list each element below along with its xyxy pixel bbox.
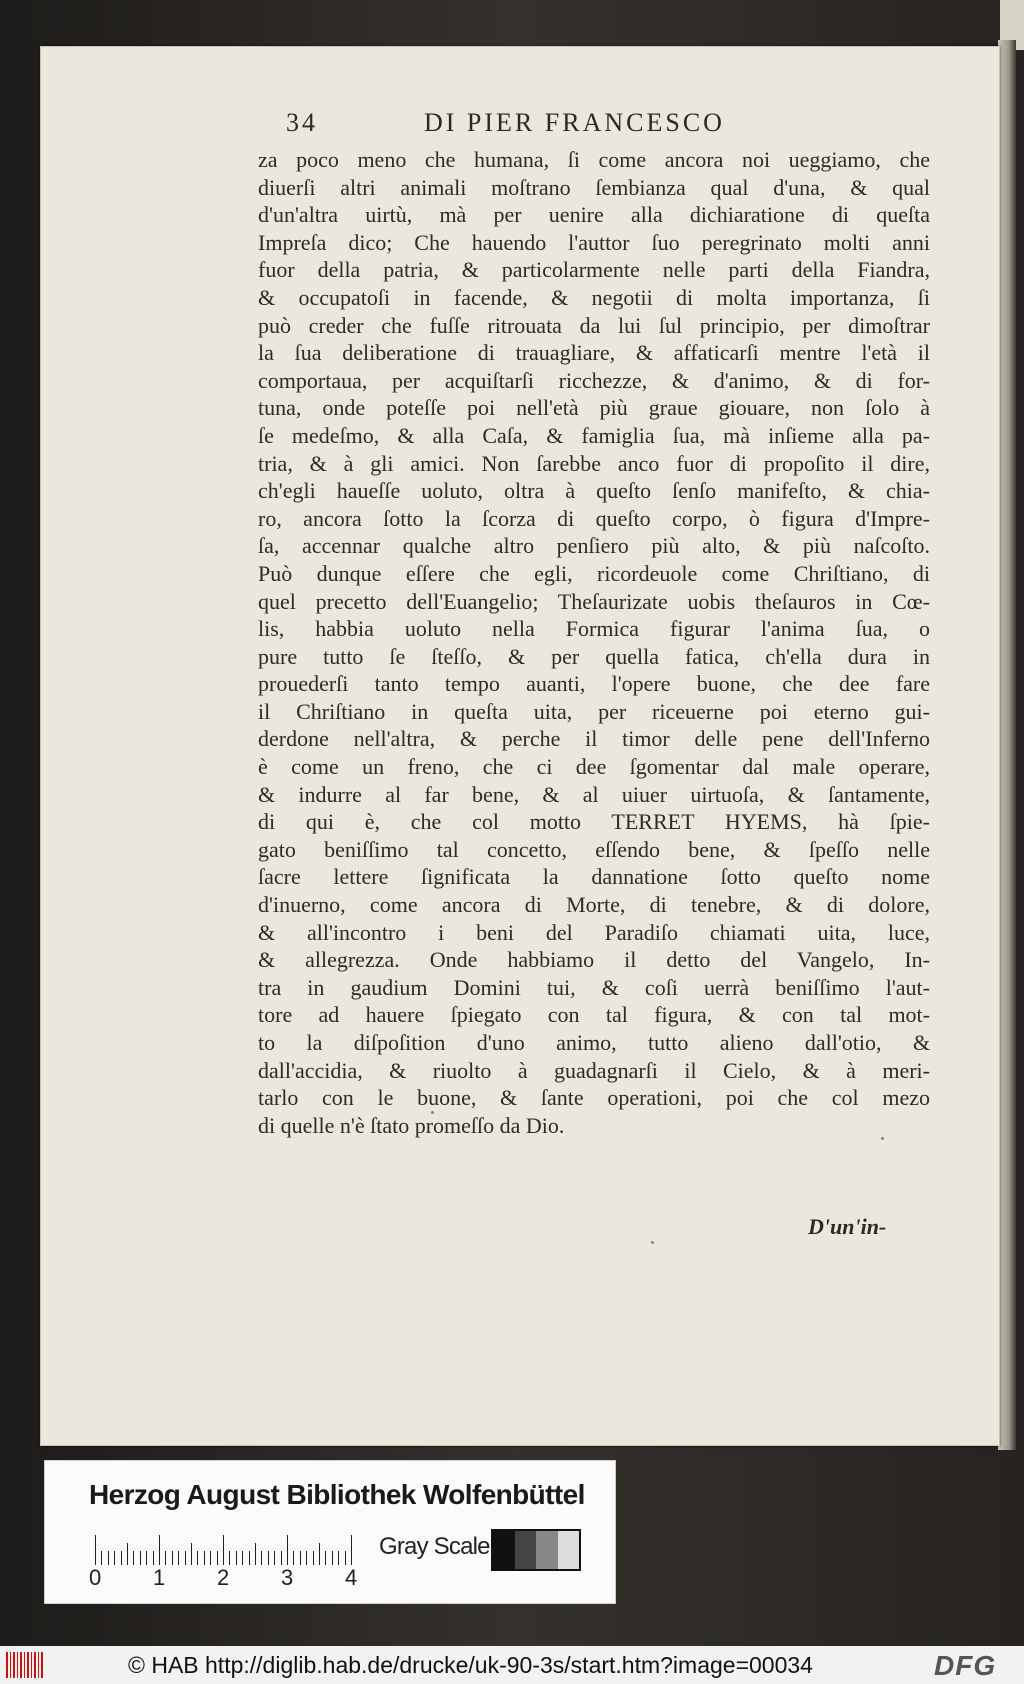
text-line: è come un freno, che ci dee ſgomentar dal male operare,: [258, 754, 930, 780]
text-line: & all'incontro i beni del Paradiſo chiamati uita, luce,: [258, 919, 930, 945]
text-line: può creder che fuſſe ritrouata da lui ſul principio, per dimoſtrar: [258, 312, 930, 338]
text-line: quel precetto dell'Euangelio; Theſaurizate uobis theſauros in Cœ-: [258, 588, 930, 614]
ruler-tick: [172, 1551, 173, 1565]
ruler-tick: [146, 1551, 147, 1565]
text-line: ch'egli haueſſe uoluto, oltra à queſto ſenſo manifeſto, & chia-: [258, 478, 930, 504]
text-line: gato beniſſimo tal concetto, eſſendo bene, & ſpeſſo nelle: [258, 836, 930, 862]
ruler-tick: [121, 1551, 122, 1565]
text-line: la ſua deliberatione di trauagliare, & affaticarſi mentre l'età il: [258, 340, 930, 366]
text-line: comportaua, per acquiſtarſi ricchezze, & d'animo, & di for-: [258, 367, 930, 393]
barcode-icon: [6, 1652, 44, 1678]
catchword: D'un'in-: [808, 1214, 887, 1239]
ruler-tick: [351, 1535, 352, 1565]
ruler-tick: [249, 1551, 250, 1565]
text-line: il Chriſtiano in queſta uita, per riceuerne poi eterno gui-: [258, 698, 930, 724]
ruler-tick: [159, 1535, 160, 1565]
ruler-tick: [319, 1543, 320, 1565]
ruler-tick: [274, 1551, 275, 1565]
ruler-tick: [127, 1543, 128, 1565]
text-line: pure tutto ſe ſteſſo, & per quella fatica, ch'ella dura in: [258, 643, 930, 669]
text-line: dall'accidia, & riuolto à guadagnarſi il Cielo, & à meri-: [258, 1057, 930, 1083]
library-name: Herzog August Bibliothek Wolfenbüttel: [89, 1479, 585, 1510]
ruler-tick: [133, 1551, 134, 1565]
library-color-card: [44, 1460, 616, 1604]
ruler-tick: [325, 1551, 326, 1565]
ruler-tick: [345, 1551, 346, 1565]
ruler-tick: [313, 1551, 314, 1565]
gray-swatch: [493, 1531, 515, 1569]
gray-swatch: [515, 1531, 537, 1569]
ruler-tick: [255, 1543, 256, 1565]
ruler-tick: [293, 1551, 294, 1565]
text-line: tarlo con le buone, & ſante operationi, poi che col mezo: [258, 1085, 930, 1111]
text-line: ro, ancora ſotto la ſcorza di queſto corpo, ò figura d'Impre-: [258, 505, 930, 531]
ruler-tick: [236, 1551, 237, 1565]
footer-url-text[interactable]: © HAB http://diglib.hab.de/drucke/uk-90-3s/start.htm?image=00034: [128, 1652, 813, 1678]
text-line: di qui è, che col motto TERRET HYEMS, hà ſpie-: [258, 809, 930, 835]
text-line: ſa, accennar qualche altro penſiero più alto, & più naſcoſto.: [258, 533, 930, 559]
ruler-tick: [242, 1551, 243, 1565]
text-line: ſacre lettere ſignificata la dannatione ſotto queſto nome: [258, 864, 930, 890]
ruler-tick: [338, 1551, 339, 1565]
ruler-tick: [197, 1551, 198, 1565]
ruler-tick: [281, 1551, 282, 1565]
ruler-tick: [229, 1551, 230, 1565]
ruler-tick: [268, 1551, 269, 1565]
ruler-tick: [153, 1551, 154, 1565]
ruler-number: 4: [345, 1565, 358, 1590]
page-number: 34: [286, 108, 318, 137]
footer-bar: [0, 1646, 1024, 1684]
text-line: & indurre al far bene, & al uiuer uirtuoſa, & ſantamente,: [258, 781, 930, 807]
ruler-number: 3: [281, 1565, 294, 1590]
text-line: & occupatoſi in facende, & negotii di molta importanza, ſi: [258, 284, 930, 310]
ruler-number: 2: [217, 1565, 230, 1590]
gray-scale-label: Gray Scale: [379, 1533, 490, 1560]
text-line: tria, & à gli amici. Non ſarebbe anco fuor di propoſito il dire,: [258, 450, 930, 476]
text-line: ſe medeſmo, & alla Caſa, & famiglia ſua, mà inſieme alla pa-: [258, 422, 930, 448]
text-line: derdone nell'altra, & perche il timor delle pene dell'Inferno: [258, 726, 930, 752]
ruler-tick: [178, 1551, 179, 1565]
ruler-tick: [95, 1535, 96, 1565]
text-line: tuna, onde poteſſe poi nell'età più graue giouare, non ſolo à: [258, 395, 930, 421]
text-line: diuerſi altri animali moſtrano ſembianza qual d'una, & qual: [258, 174, 930, 200]
ruler-tick: [204, 1551, 205, 1565]
text-line: tore ad hauere ſpiegato con tal figura, & con tal mot-: [258, 1002, 930, 1028]
ruler-scale: [95, 1533, 357, 1565]
text-line: lis, habbia uoluto nella Formica figurar l'anima ſua, o: [258, 616, 930, 642]
ruler-tick: [210, 1551, 211, 1565]
ruler-tick: [300, 1551, 301, 1565]
text-line: prouederſi tanto tempo auanti, l'opere buone, che dee fare: [258, 671, 930, 697]
ruler-number: 1: [153, 1565, 166, 1590]
ruler-tick: [223, 1535, 224, 1565]
ruler-tick: [217, 1551, 218, 1565]
ruler-tick: [108, 1551, 109, 1565]
ruler-tick: [140, 1551, 141, 1565]
text-line: Impreſa dico; Che hauendo l'auttor ſuo peregrinato molti anni: [258, 229, 930, 255]
ruler-tick: [306, 1551, 307, 1565]
gray-swatch: [558, 1531, 580, 1569]
text-line: Può dunque eſſere che egli, ricordeuole come Chriſtiano, di: [258, 560, 930, 586]
ruler-tick: [165, 1551, 166, 1565]
gray-scale-swatches: [491, 1529, 581, 1571]
gray-swatch: [536, 1531, 558, 1569]
text-line: tra in gaudium Domini tui, & coſi uerrà beniſſimo l'aut-: [258, 974, 930, 1000]
text-line: fuor della patria, & particolarmente nelle parti della Fiandra,: [258, 257, 930, 283]
text-line: d'inuerno, come ancora di Morte, di tenebre, & di dolore,: [258, 892, 930, 918]
ruler-tick: [114, 1551, 115, 1565]
text-line: di quelle n'è ſtato promeſſo da Dio.: [258, 1112, 565, 1138]
body-text: [258, 146, 930, 1139]
ruler-tick: [261, 1551, 262, 1565]
text-line: to la diſpoſition d'uno animo, tutto alieno dall'otio, &: [258, 1030, 930, 1055]
ruler-tick: [101, 1551, 102, 1565]
text-line: & allegrezza. Onde habbiamo il detto del Vangelo, In-: [258, 947, 930, 973]
ruler-tick: [185, 1551, 186, 1565]
text-line: za poco meno che humana, ſi come ancora noi ueggiamo, che: [258, 147, 930, 172]
running-title: DI PIER FRANCESCO: [424, 108, 725, 137]
running-head: [286, 108, 786, 144]
ruler-tick: [191, 1543, 192, 1565]
ruler-number: 0: [89, 1565, 102, 1590]
text-line: d'un'altra uirtù, mà per uenire alla dichiaratione di queſta: [258, 202, 930, 228]
dfg-logo: DFG: [934, 1650, 997, 1681]
paper-speck: [651, 1241, 654, 1244]
ruler-tick: [332, 1551, 333, 1565]
page-edge: [998, 40, 1016, 1450]
ruler-tick: [287, 1535, 288, 1565]
